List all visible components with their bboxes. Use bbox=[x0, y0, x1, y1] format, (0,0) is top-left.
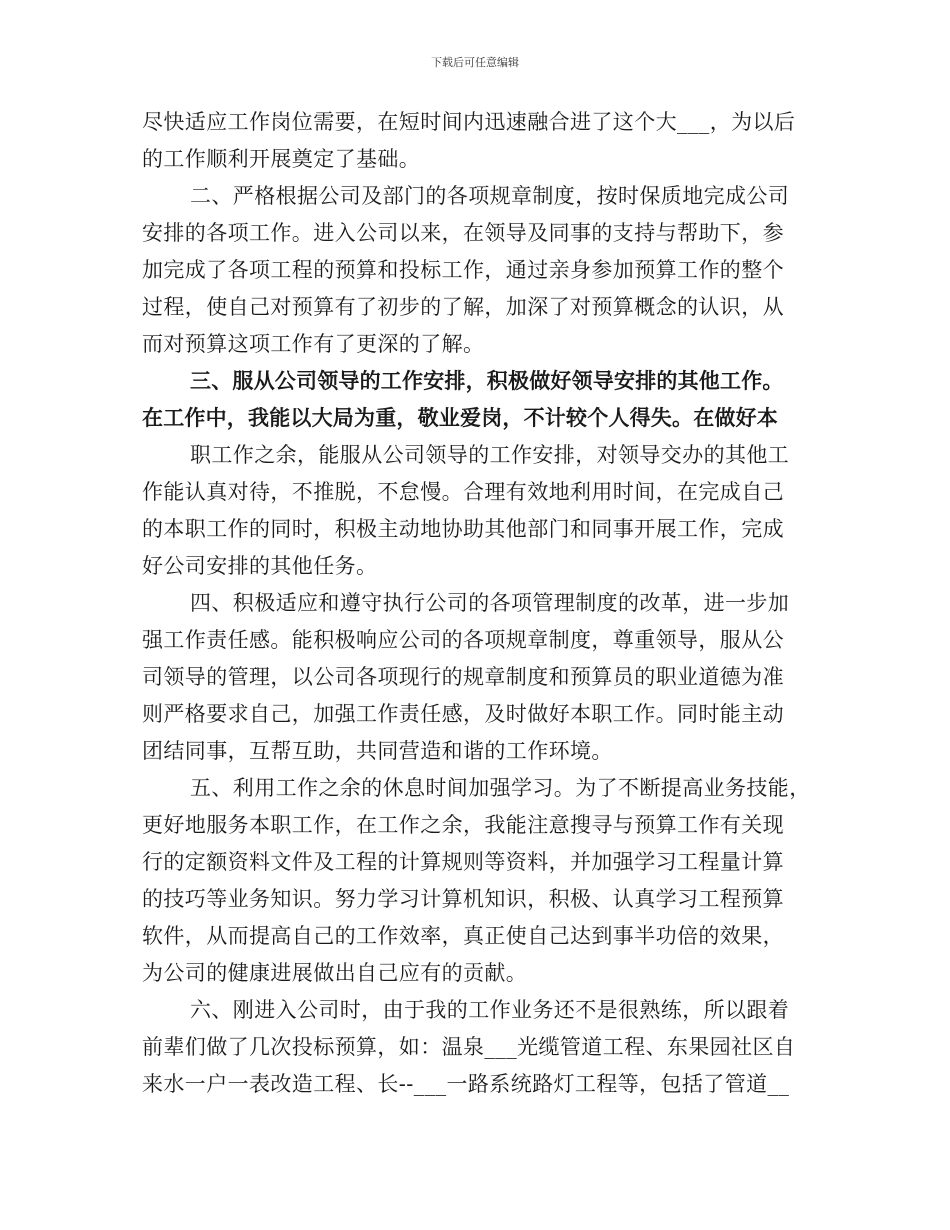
text-line: 团结同事，互帮互助，共同营造和谐的工作环境。 bbox=[142, 739, 613, 763]
text-line: 为公司的健康进展做出自己应有的贡献。 bbox=[142, 961, 528, 985]
text-line: 而对预算这项工作有了更深的了解。 bbox=[142, 332, 485, 356]
text-line: 前辈们做了几次投标预算，如：温泉___光缆管道工程、东果园社区自 bbox=[142, 1035, 796, 1059]
text-line: 行的定额资料文件及工程的计算规则等资料，并加强学习工程量计算 bbox=[142, 850, 784, 874]
page-header: 下载后可任意编辑 bbox=[431, 56, 519, 69]
text-line: 安排的各项工作。进入公司以来，在领导及同事的支持与帮助下，参 bbox=[142, 221, 784, 245]
text-line: 来水一户一表改造工程、长--___一路系统路灯工程等，包括了管道__ bbox=[142, 1072, 790, 1096]
document-body bbox=[142, 104, 814, 1103]
text-line: 的技巧等业务知识。努力学习计算机知识，积极、认真学习工程预算 bbox=[142, 887, 784, 911]
text-line: 尽快适应工作岗位需要，在短时间内迅速融合进了这个大___，为以后 bbox=[142, 110, 796, 134]
text-line: 二、严格根据公司及部门的各项规章制度，按时保质地完成公司 bbox=[190, 184, 790, 208]
text-line: 作能认真对待，不推脱，不怠慢。合理有效地利用时间，在完成自己 bbox=[142, 480, 784, 504]
text-line: 五、利用工作之余的休息时间加强学习。为了不断提高业务技能， bbox=[190, 776, 811, 800]
text-line: 六、刚进入公司时，由于我的工作业务还不是很熟练，所以跟着 bbox=[190, 998, 790, 1022]
bold-text-line: 三、服从公司领导的工作安排，积极做好领导安排的其他工作。 bbox=[190, 369, 784, 393]
text-line: 过程，使自己对预算有了初步的了解，加深了对预算概念的认识，从 bbox=[142, 295, 784, 319]
text-line: 的本职工作的同时，积极主动地协助其他部门和同事开展工作，完成 bbox=[142, 517, 784, 541]
text-line: 则严格要求自己，加强工作责任感，及时做好本职工作。同时能主动 bbox=[142, 702, 784, 726]
text-line: 的工作顺利开展奠定了基础。 bbox=[142, 147, 421, 171]
text-line: 加完成了各项工程的预算和投标工作，通过亲身参加预算工作的整个 bbox=[142, 258, 784, 282]
text-line: 好公司安排的其他任务。 bbox=[142, 554, 378, 578]
text-line: 更好地服务本职工作，在工作之余，我能注意搜寻与预算工作有关现 bbox=[142, 813, 784, 837]
text-line: 职工作之余，能服从公司领导的工作安排，对领导交办的其他工 bbox=[190, 443, 790, 467]
text-line: 强工作责任感。能积极响应公司的各项规章制度，尊重领导，服从公 bbox=[142, 628, 784, 652]
text-line: 司领导的管理，以公司各项现行的规章制度和预算员的职业道德为准 bbox=[142, 665, 784, 689]
text-line: 四、积极适应和遵守执行公司的各项管理制度的改革，进一步加 bbox=[190, 591, 790, 615]
bold-text-line: 在工作中，我能以大局为重，敬业爱岗，不计较个人得失。在做好本 bbox=[142, 406, 778, 430]
text-line: 软件，从而提高自己的工作效率，真正使自己达到事半功倍的效果， bbox=[142, 924, 784, 948]
